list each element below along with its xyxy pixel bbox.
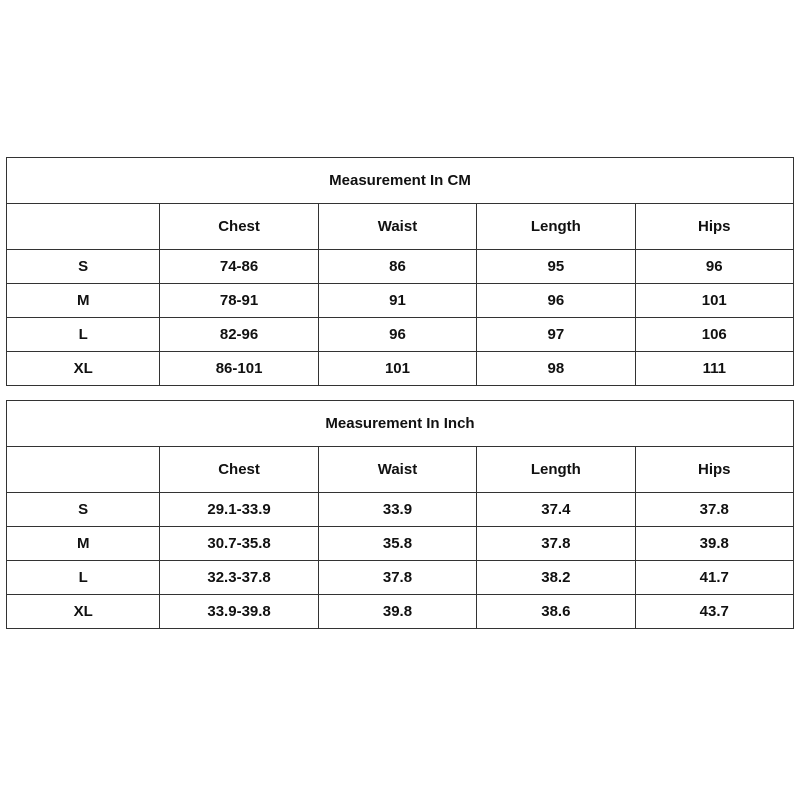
chest-value: 86-101 <box>160 352 318 386</box>
length-value: 38.6 <box>477 595 635 629</box>
waist-value: 37.8 <box>318 561 476 595</box>
hips-value: 41.7 <box>635 561 793 595</box>
size-label: XL <box>7 595 160 629</box>
table-row <box>7 284 794 318</box>
table-title: Measurement In CM <box>7 158 794 204</box>
size-label: M <box>7 527 160 561</box>
waist-value: 91 <box>318 284 476 318</box>
hips-value: 101 <box>635 284 793 318</box>
size-label: S <box>7 493 160 527</box>
table-row <box>7 493 794 527</box>
waist-value: 33.9 <box>318 493 476 527</box>
chest-value: 33.9-39.8 <box>160 595 318 629</box>
header-cell-waist: Waist <box>318 204 476 250</box>
hips-value: 106 <box>635 318 793 352</box>
chest-value: 29.1-33.9 <box>160 493 318 527</box>
length-value: 37.4 <box>477 493 635 527</box>
header-cell-length: Length <box>477 447 635 493</box>
measurement-table-cm <box>6 157 794 386</box>
waist-value: 101 <box>318 352 476 386</box>
size-label: L <box>7 318 160 352</box>
size-label: S <box>7 250 160 284</box>
table-row <box>7 352 794 386</box>
hips-value: 39.8 <box>635 527 793 561</box>
waist-value: 86 <box>318 250 476 284</box>
chest-value: 74-86 <box>160 250 318 284</box>
waist-value: 35.8 <box>318 527 476 561</box>
hips-value: 43.7 <box>635 595 793 629</box>
chest-value: 30.7-35.8 <box>160 527 318 561</box>
hips-value: 96 <box>635 250 793 284</box>
table-row <box>7 595 794 629</box>
table-row <box>7 250 794 284</box>
header-cell-size <box>7 204 160 250</box>
header-cell-hips: Hips <box>635 204 793 250</box>
length-value: 95 <box>477 250 635 284</box>
header-cell-waist: Waist <box>318 447 476 493</box>
size-label: XL <box>7 352 160 386</box>
size-label: M <box>7 284 160 318</box>
length-value: 96 <box>477 284 635 318</box>
hips-value: 37.8 <box>635 493 793 527</box>
length-value: 98 <box>477 352 635 386</box>
chest-value: 82-96 <box>160 318 318 352</box>
header-cell-chest: Chest <box>160 447 318 493</box>
length-value: 37.8 <box>477 527 635 561</box>
table-row <box>7 318 794 352</box>
length-value: 38.2 <box>477 561 635 595</box>
header-cell-length: Length <box>477 204 635 250</box>
waist-value: 96 <box>318 318 476 352</box>
measurement-table-inch <box>6 400 794 629</box>
size-label: L <box>7 561 160 595</box>
chest-value: 32.3-37.8 <box>160 561 318 595</box>
table-row <box>7 527 794 561</box>
table-title: Measurement In Inch <box>7 401 794 447</box>
hips-value: 111 <box>635 352 793 386</box>
length-value: 97 <box>477 318 635 352</box>
chest-value: 78-91 <box>160 284 318 318</box>
table-row <box>7 561 794 595</box>
header-cell-chest: Chest <box>160 204 318 250</box>
header-cell-size <box>7 447 160 493</box>
header-cell-hips: Hips <box>635 447 793 493</box>
waist-value: 39.8 <box>318 595 476 629</box>
